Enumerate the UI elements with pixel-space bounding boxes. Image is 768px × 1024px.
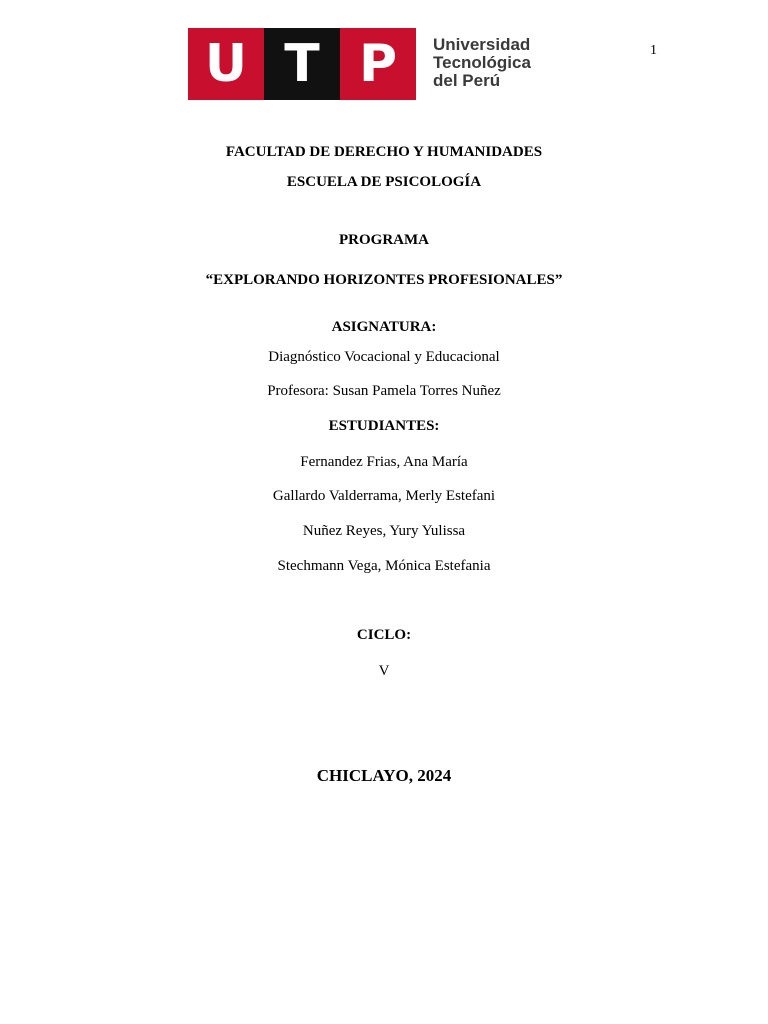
course-name: Diagnóstico Vocacional y Educacional (268, 349, 500, 365)
cycle-value: V (378, 663, 390, 679)
logo-letter-t: T (284, 34, 320, 94)
program-title: “EXPLORANDO HORIZONTES PROFESIONALES” (205, 272, 563, 288)
logo-block-p (340, 28, 416, 100)
logo-wordmark (433, 36, 531, 90)
student-name: Gallardo Valderrama, Merly Estefani (272, 488, 496, 504)
logo-line-2: Tecnológica (433, 53, 531, 72)
student-name: Nuñez Reyes, Yury Yulissa (302, 523, 466, 539)
course-label: ASIGNATURA: (331, 319, 437, 335)
logo-line-3: del Perú (433, 71, 501, 90)
student-name: Fernandez Frias, Ana María (300, 454, 468, 470)
logo-block-u (188, 28, 264, 100)
faculty-heading: FACULTAD DE DERECHO Y HUMANIDADES (225, 144, 543, 160)
students-label: ESTUDIANTES: (328, 418, 440, 434)
teacher-name: Profesora: Susan Pamela Torres Nuñez (267, 383, 501, 399)
program-label: PROGRAMA (339, 232, 429, 248)
school-heading: ESCUELA DE PSICOLOGÍA (286, 174, 482, 190)
student-name: Stechmann Vega, Mónica Estefania (277, 558, 491, 574)
logo-block-t (264, 28, 340, 100)
logo-line-1: Universidad (433, 35, 531, 54)
page-number: 1 (650, 43, 657, 58)
place-date: CHICLAYO, 2024 (316, 766, 452, 785)
logo-letter-p: P (358, 34, 398, 94)
utp-logo (188, 28, 548, 100)
cycle-label: CICLO: (356, 627, 412, 643)
logo-letter-u: U (204, 34, 248, 94)
